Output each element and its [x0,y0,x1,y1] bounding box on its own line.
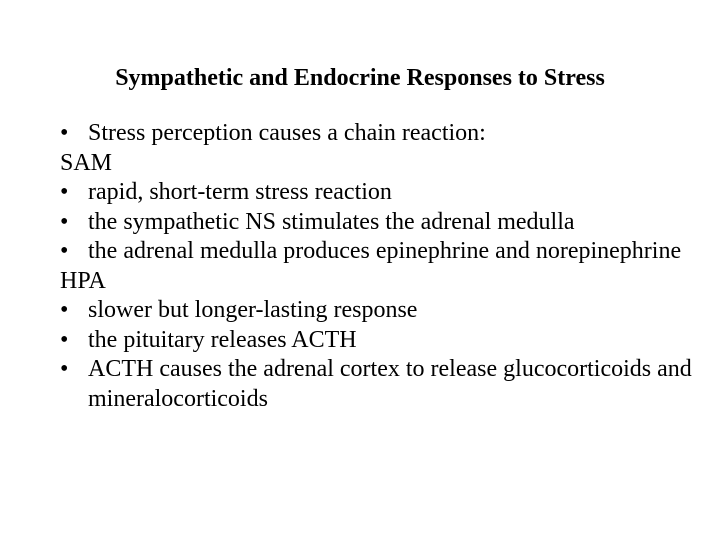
bullet-dot: • [60,208,69,235]
bullet-text: rapid, short-term stress reaction [88,179,392,205]
sam-bullet-2 [60,208,700,238]
section-heading-hpa: HPA [60,267,106,294]
bullet-dot: • [60,179,69,205]
section-heading-sam: SAM [60,149,113,176]
bullet-dot: • [60,120,69,146]
sam-bullet-3 [60,237,700,267]
hpa-bullet-3 [60,355,700,414]
bullet-dot: • [60,297,69,323]
bullet-text: slower but longer-lasting response [88,297,418,323]
bullet-text: the adrenal medulla produces epinephrine and norepinephrine [88,238,682,264]
bullet-dot: • [60,356,69,382]
sam-bullet-1 [60,178,700,208]
intro-bullet [60,119,700,149]
intro-text: Stress perception causes a chain reaction: [88,120,486,146]
slide-body [60,119,700,414]
hpa-bullet-1 [60,296,700,326]
bullet-text: ACTH causes the adrenal cortex to release glucocorticoids and mineralocorticoids [88,356,692,412]
bullet-dot: • [60,326,69,353]
bullet-dot: • [60,238,69,264]
bullet-text: the pituitary releases ACTH [88,326,357,353]
slide-title: Sympathetic and Endocrine Responses to Stress [115,65,605,91]
hpa-bullet-2 [60,326,700,356]
bullet-text: the sympathetic NS stimulates the adrenal medulla [88,208,575,235]
